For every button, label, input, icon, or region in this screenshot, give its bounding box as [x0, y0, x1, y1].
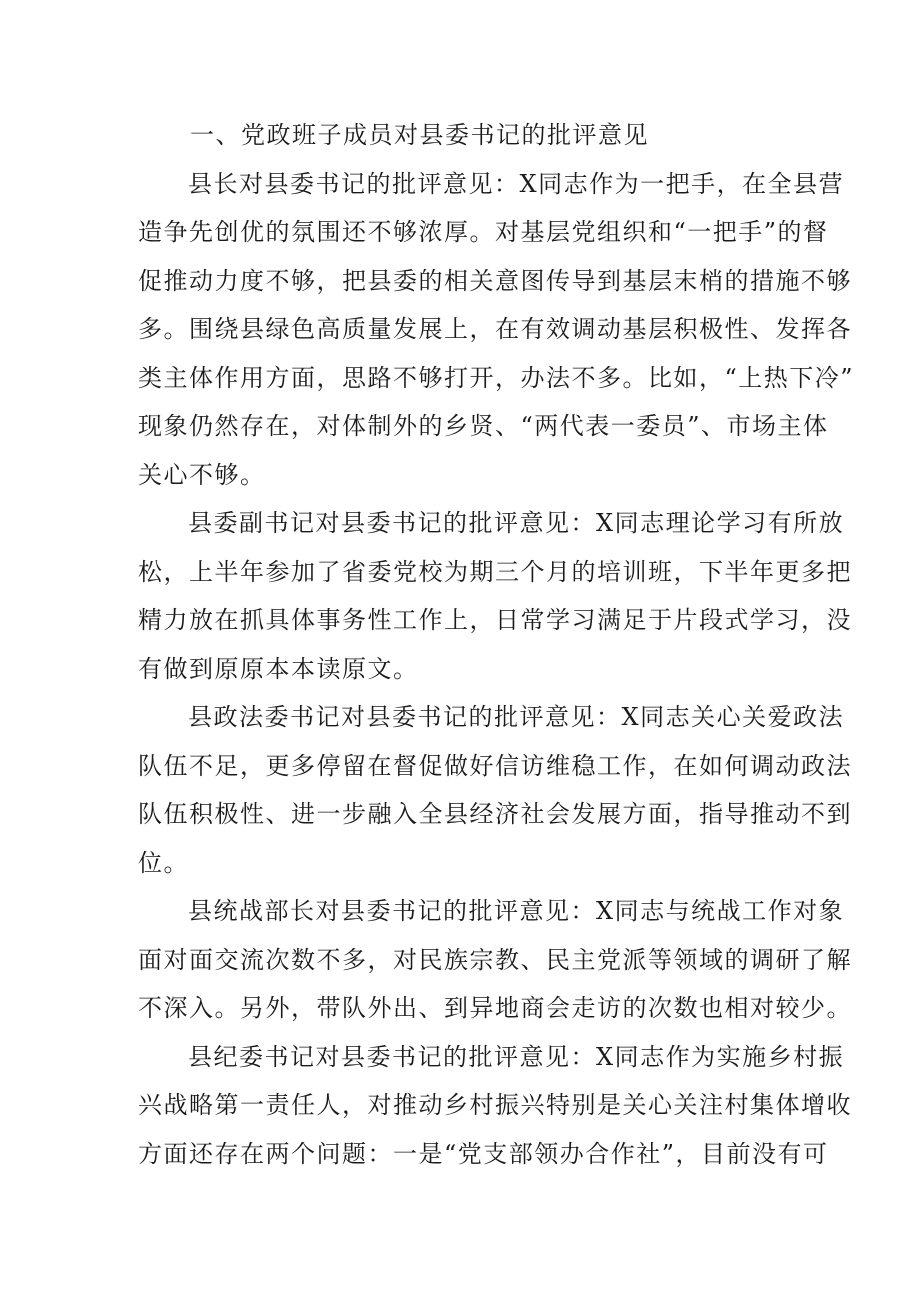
text-line: 位。: [138, 848, 189, 877]
text-line: 县统战部长对县委书记的批评意见：X同志与统战工作对象: [188, 897, 845, 925]
paragraph-deputy-secretary: [138, 499, 852, 693]
text-line: 类主体作用方面，思路不够打开，办法不多。比如，“上热下冷”: [138, 363, 855, 392]
text-line: 队伍积极性、进一步融入全县经济社会发展方面，指导推动不到: [138, 800, 852, 828]
text-line: 松，上半年参加了省委党校为期三个月的培训班，下半年更多把: [138, 557, 852, 586]
paragraph-county-mayor: [138, 160, 855, 500]
text-line: 县长对县委书记的批评意见：X同志作为一把手，在全县营: [188, 169, 845, 198]
paragraph-united-front-minister: [138, 887, 852, 1033]
text-line: 造争先创优的氛围还不够浓厚。对基层党组织和“一把手”的督: [138, 218, 829, 246]
section-heading-text: 一、党政班子成员对县委书记的批评意见: [190, 121, 649, 149]
paragraph-discipline-secretary: [138, 1033, 852, 1179]
text-line: 多。围绕县绿色高质量发展上，在有效调动基层积极性、发挥各: [138, 315, 852, 343]
text-line: 县政法委书记对县委书记的批评意见：X同志关心关爱政法: [188, 703, 845, 731]
text-line: 不深入。另外，带队外出、到异地商会走访的次数也相对较少。: [138, 994, 852, 1022]
text-line: 队伍不足，更多停留在督促做好信访维稳工作，在如何调动政法: [138, 751, 852, 780]
text-line: 县委副书记对县委书记的批评意见：X同志理论学习有所放: [188, 509, 845, 537]
text-line: 精力放在抓具体事务性工作上，日常学习满足于片段式学习，没: [138, 606, 852, 634]
text-line: 兴战略第一责任人，对推动乡村振兴特别是关心关注村集体增收: [138, 1091, 852, 1119]
text-line: 促推动力度不够，把县委的相关意图传导到基层末梢的措施不够: [138, 266, 852, 295]
text-line: 面对面交流次数不多，对民族宗教、民主党派等领域的调研了解: [138, 945, 852, 974]
text-line: 现象仍然存在，对体制外的乡贤、“两代表一委员”、市场主体: [138, 412, 829, 440]
text-line: 关心不够。: [138, 460, 266, 489]
text-line: 县纪委书记对县委书记的批评意见：X同志作为实施乡村振: [188, 1042, 845, 1071]
section-heading: [138, 111, 788, 160]
document-body: [138, 111, 855, 1178]
text-line: 方面还存在两个问题：一是“党支部领办合作社”，目前没有可: [138, 1139, 829, 1168]
text-line: 有做到原原本本读原文。: [138, 654, 419, 683]
paragraph-political-legal-secretary: [138, 693, 852, 887]
